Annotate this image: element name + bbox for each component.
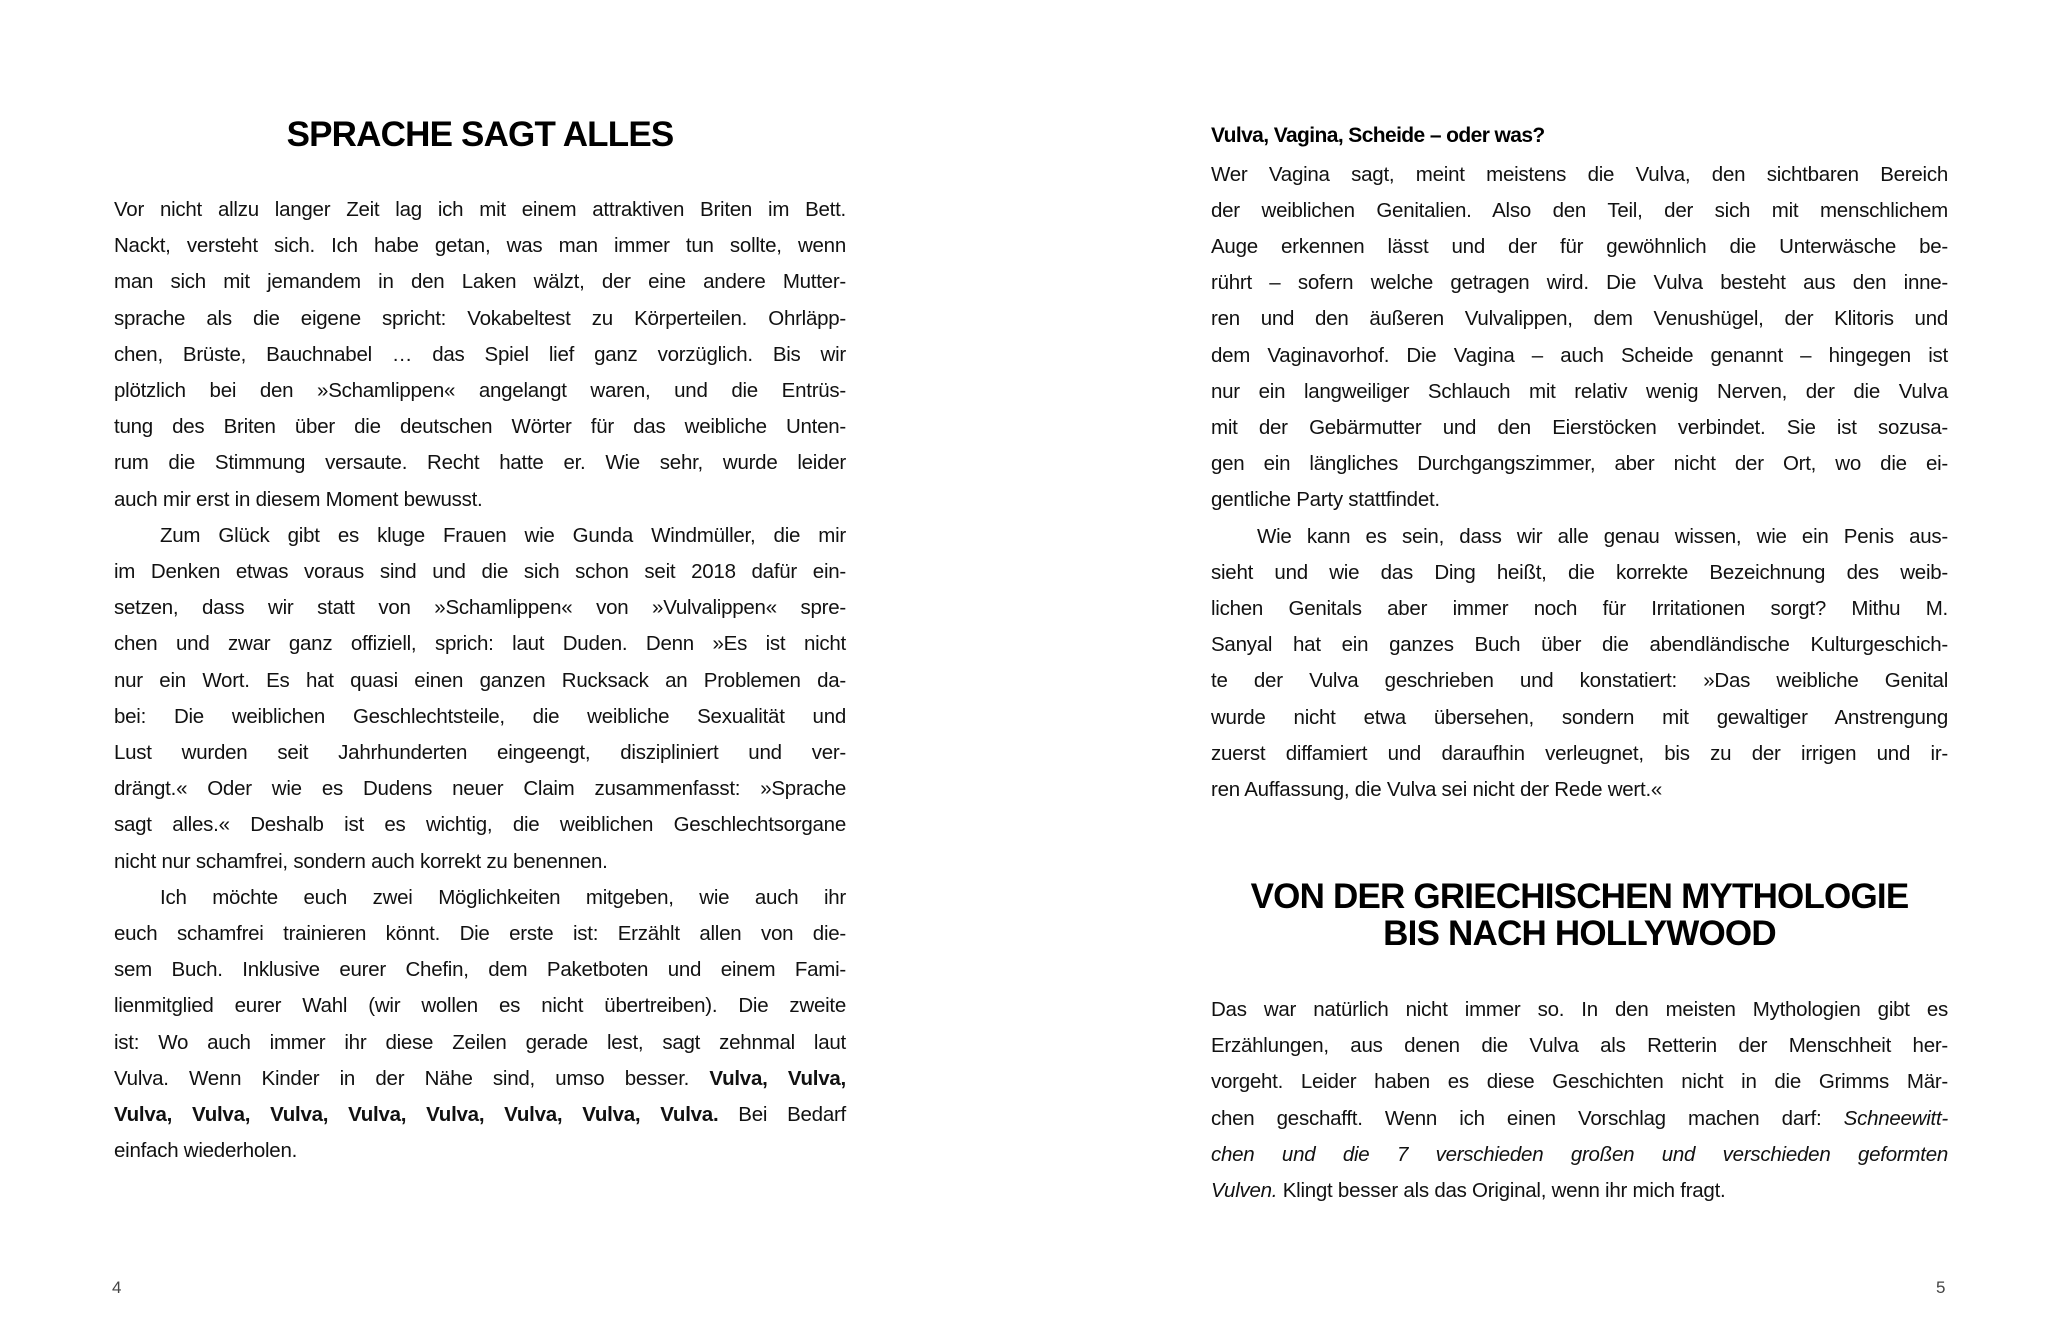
left-page-heading: SPRACHE SAGT ALLES — [286, 115, 674, 154]
right-page-subheading: Vulva, Vagina, Scheide – oder was? — [1211, 124, 1545, 147]
italic-text: Vulven. — [1211, 1179, 1278, 1202]
text-line: ren Auffassung, die Vulva sei nicht der Rede wert.« — [1211, 777, 1663, 801]
text-line: ist: Wo auch immer ihr diese Zeilen gerade lest, sagt zehnmal laut — [114, 1030, 846, 1054]
text-line: zuerst diffamiert und daraufhin verleugnet, bis zu der irrigen und ir- — [1211, 741, 1948, 765]
right-page-number: 5 — [1936, 1278, 1946, 1297]
text-line: Wie kann es sein, dass wir alle genau wissen, wie ein Penis aus- — [1257, 524, 1948, 548]
bold-text: Vulva, Vulva, Vulva, Vulva, Vulva, Vulva, Vulva, Vulva. — [114, 1103, 719, 1126]
text-line: im Denken etwas voraus sind und die sich schon seit 2018 dafür ein- — [114, 560, 846, 583]
text-line: gen ein längliches Durchgangszimmer, aber nicht der Ort, wo die ei- — [1211, 452, 1948, 476]
text-line: lichen Genitals aber immer noch für Irritationen sorgt? Mithu M. — [1211, 596, 1948, 620]
text-line: euch schamfrei trainieren könnt. Die erste ist: Erzählt allen von die- — [114, 922, 846, 945]
text-line: Zum Glück gibt es kluge Frauen wie Gunda Windmüller, die mir — [160, 523, 846, 547]
text-line: ren und den äußeren Vulvalippen, dem Venushügel, der Klitoris und — [1211, 307, 1948, 331]
text-line: der weiblichen Genitalien. Also den Teil, der sich mit menschlichem — [1211, 198, 1948, 222]
text-line: Sanyal hat ein ganzes Buch über die abendländische Kulturgeschich- — [1211, 633, 1948, 657]
text-line: man sich mit jemandem in den Laken wälzt, der eine andere Mutter- — [114, 270, 846, 294]
text-line: Vor nicht allzu langer Zeit lag ich mit einem attraktiven Briten im Bett. — [114, 198, 846, 221]
right-page-heading — [1211, 878, 1948, 952]
text-line: sagt alles.« Deshalb ist es wichtig, die weiblichen Geschlechtsorgane — [114, 813, 846, 837]
italic-text: chen und die 7 verschieden großen und verschieden geformten — [1211, 1142, 1948, 1166]
text-line: mit der Gebärmutter und den Eierstöcken verbindet. Sie ist sozusa- — [1211, 415, 1948, 439]
text-segment: Bei Bedarf — [718, 1103, 846, 1126]
text-line — [114, 1100, 846, 1130]
text-segment: chen geschafft. Wenn ich einen Vorschlag machen darf: — [1211, 1106, 1844, 1130]
text-line: drängt.« Oder wie es Dudens neuer Claim zusammenfasst: »Sprache — [114, 777, 846, 801]
text-line: nur ein Wort. Es hat quasi einen ganzen Rucksack an Problemen da- — [114, 668, 846, 692]
text-line: Lust wurden seit Jahrhunderten eingeengt, diszipliniert und ver- — [114, 741, 846, 764]
text-line: tung des Briten über die deutschen Wörter für das weibliche Unten- — [114, 415, 846, 439]
italic-text: Schneewitt- — [1843, 1106, 1948, 1130]
text-line: lienmitglied eurer Wahl (wir wollen es nicht übertreiben). Die zweite — [114, 994, 846, 1018]
text-line: plötzlich bei den »Schamlippen« angelangt waren, und die Entrüs- — [114, 379, 846, 402]
text-line: gentliche Party stattfindet. — [1211, 488, 1440, 512]
text-line: rum die Stimmung versaute. Recht hatte er. Wie sehr, wurde leider — [114, 451, 846, 475]
text-line: bei: Die weiblichen Geschlechtsteile, die weibliche Sexualität und — [114, 704, 846, 728]
text-line: Wer Vagina sagt, meint meistens die Vulva, den sichtbaren Bereich — [1211, 162, 1948, 186]
text-line: sieht und wie das Ding heißt, die korrekte Bezeichnung des weib- — [1211, 560, 1948, 584]
text-line: te der Vulva geschrieben und konstatiert: »Das weibliche Genital — [1211, 669, 1948, 693]
text-line: Nackt, versteht sich. Ich habe getan, was man immer tun sollte, wenn — [114, 234, 846, 258]
text-line: wurde nicht etwa übersehen, sondern mit gewaltiger Anstrengung — [1211, 705, 1948, 729]
text-line: chen, Brüste, Bauchnabel … das Spiel lief ganz vorzüglich. Bis wir — [114, 342, 846, 366]
right-heading-line-1: VON DER GRIECHISCHEN MYTHOLOGIE — [1250, 877, 1909, 916]
text-segment: Klingt besser als das Original, wenn ihr mich fragt. — [1277, 1179, 1726, 1202]
left-page-number: 4 — [112, 1278, 122, 1297]
text-line: rührt – sofern welche getragen wird. Die Vulva besteht aus den inne- — [1211, 271, 1948, 295]
text-line: vorgeht. Leider haben es diese Geschichten nicht in die Grimms Mär- — [1211, 1070, 1948, 1094]
text-line — [1211, 1104, 1948, 1134]
text-line — [1211, 1140, 1948, 1170]
text-line: nicht nur schamfrei, sondern auch korrekt zu benennen. — [114, 849, 608, 873]
text-line: setzen, dass wir statt von »Schamlippen« von »Vulvalippen« spre- — [114, 596, 846, 620]
text-line — [1211, 1176, 1948, 1206]
right-heading-line-2: BIS NACH HOLLYWOOD — [1383, 914, 1776, 953]
text-line: sprache als die eigene spricht: Vokabeltest zu Körperteilen. Ohrläpp- — [114, 306, 846, 330]
text-line: auch mir erst in diesem Moment bewusst. — [114, 487, 483, 511]
text-line: nur ein langweiliger Schlauch mit relativ wenig Nerven, der die Vulva — [1211, 379, 1948, 403]
text-line: einfach wiederholen. — [114, 1139, 298, 1163]
text-line: sem Buch. Inklusive eurer Chefin, dem Paketboten und einem Fami- — [114, 958, 846, 982]
text-line: Ich möchte euch zwei Möglichkeiten mitgeben, wie auch ihr — [160, 885, 846, 909]
text-line: Auge erkennen lässt und der für gewöhnlich die Unterwäsche be- — [1211, 234, 1948, 258]
text-line: dem Vaginavorhof. Die Vagina – auch Scheide genannt – hingegen ist — [1211, 343, 1948, 367]
text-line: Das war natürlich nicht immer so. In den meisten Mythologien gibt es — [1211, 998, 1948, 1021]
bold-text: Vulva, Vulva, — [709, 1066, 846, 1090]
text-line: chen und zwar ganz offiziell, sprich: laut Duden. Denn »Es ist nicht — [114, 632, 846, 656]
text-segment: Vulva. Wenn Kinder in der Nähe sind, umso besser. — [114, 1066, 710, 1090]
text-line — [114, 1064, 846, 1094]
text-line: Erzählungen, aus denen die Vulva als Retterin der Menschheit her- — [1211, 1034, 1948, 1058]
